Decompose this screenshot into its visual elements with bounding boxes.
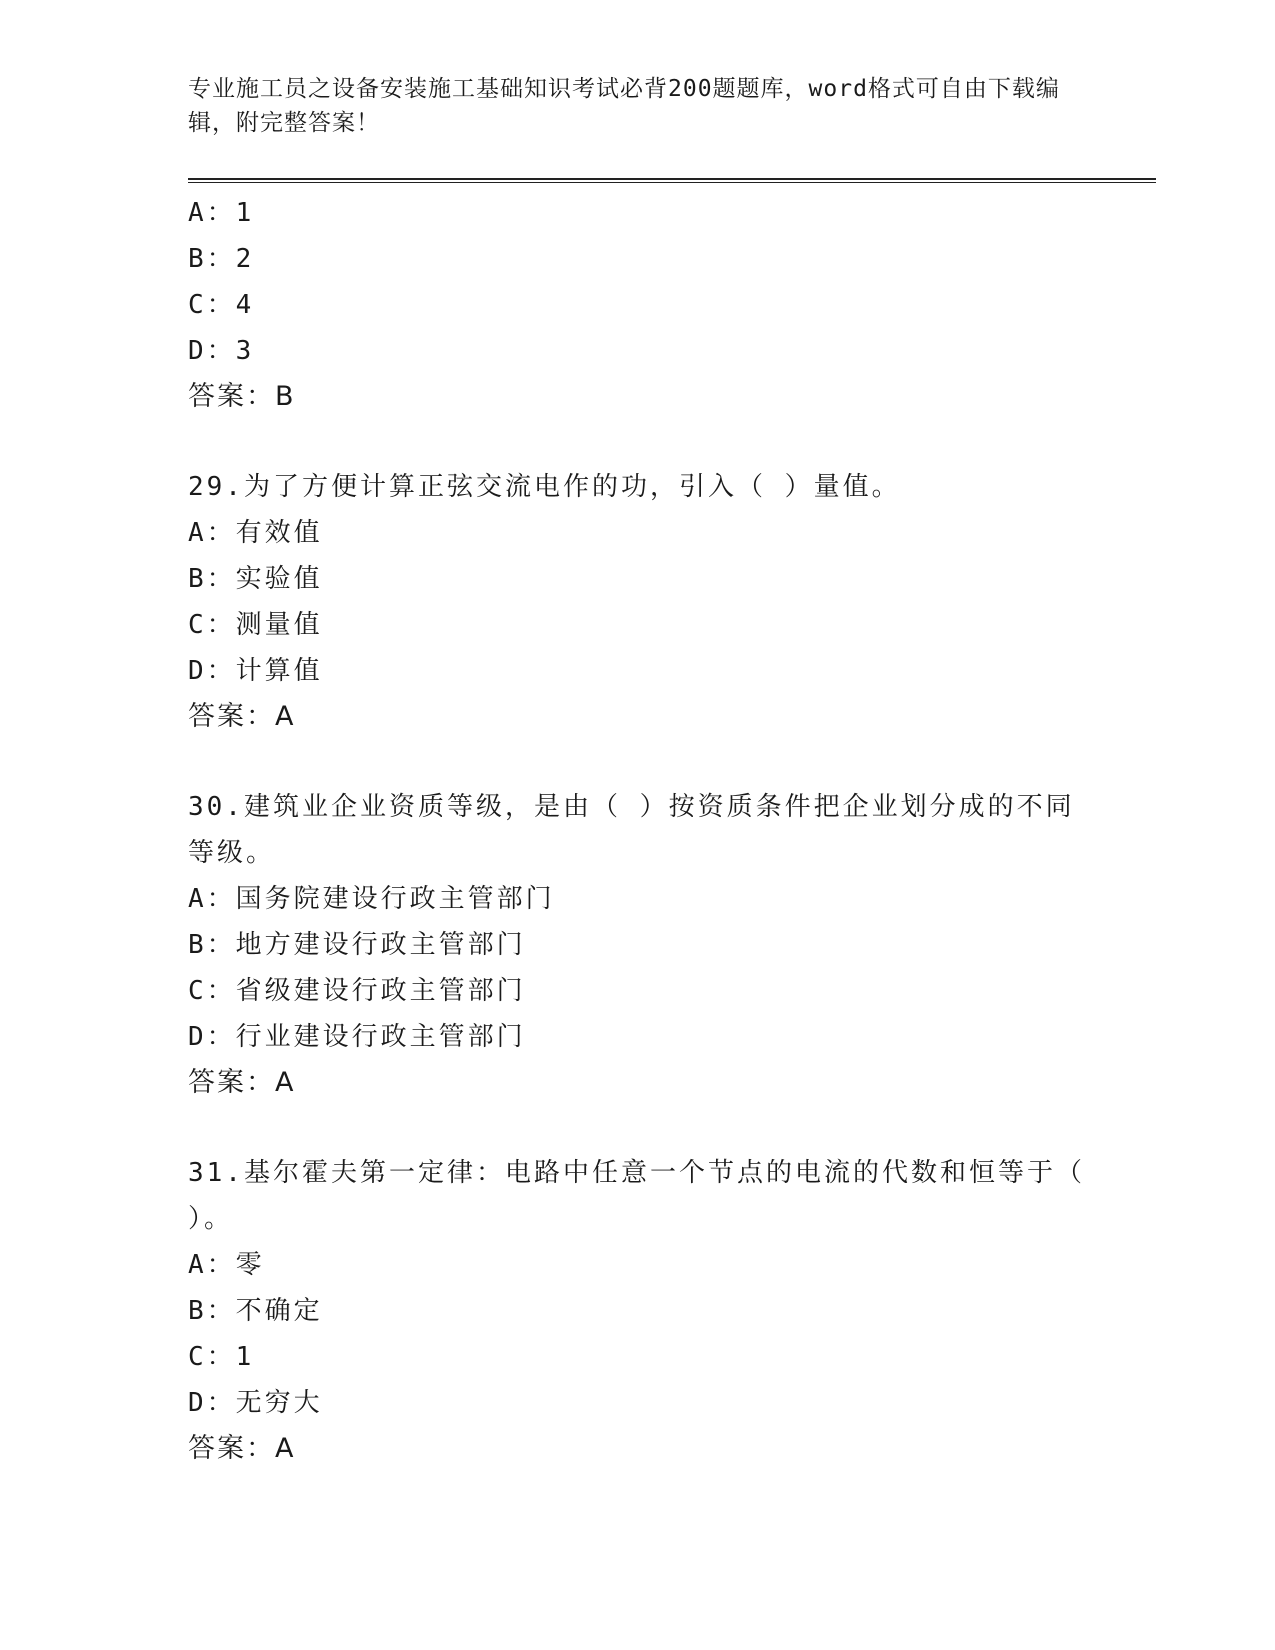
option-b: B：实验值	[188, 564, 323, 594]
question-block	[188, 1150, 1088, 1472]
answer-line: 答案：A	[188, 1067, 296, 1098]
question-list	[188, 190, 1088, 1472]
answer-line: 答案：B	[188, 381, 296, 412]
question-text: 30.建筑业企业资质等级，是由（ ）按资质条件把企业划分成的不同等级。	[188, 792, 1075, 868]
option-a: A：国务院建设行政主管部门	[188, 884, 555, 914]
question-text: 31.基尔霍夫第一定律：电路中任意一个节点的电流的代数和恒等于（ ）。	[188, 1158, 1085, 1234]
answer-line: 答案：A	[188, 1433, 296, 1464]
option-b: B：不确定	[188, 1296, 323, 1326]
option-c: C：1	[188, 1342, 255, 1372]
question-block	[188, 464, 1088, 740]
option-c: C：省级建设行政主管部门	[188, 976, 526, 1006]
option-c: C：4	[188, 290, 255, 320]
answer-line: 答案：A	[188, 701, 296, 732]
option-d: D：行业建设行政主管部门	[188, 1022, 526, 1052]
option-a: A：1	[188, 198, 255, 228]
option-a: A：零	[188, 1250, 265, 1280]
question-block	[188, 784, 1088, 1106]
question-text: 29.为了方便计算正弦交流电作的功，引入（ ）量值。	[188, 472, 901, 502]
header-divider	[188, 178, 1156, 183]
option-b: B：2	[188, 244, 255, 274]
document-header: 专业施工员之设备安装施工基础知识考试必背200题题库，word格式可自由下载编辑，附完整答案！	[188, 76, 1060, 136]
option-d: D：无穷大	[188, 1388, 323, 1418]
option-d: D：计算值	[188, 656, 323, 686]
question-block	[188, 190, 1088, 420]
option-a: A：有效值	[188, 518, 323, 548]
option-b: B：地方建设行政主管部门	[188, 930, 526, 960]
option-c: C：测量值	[188, 610, 323, 640]
option-d: D：3	[188, 336, 255, 366]
